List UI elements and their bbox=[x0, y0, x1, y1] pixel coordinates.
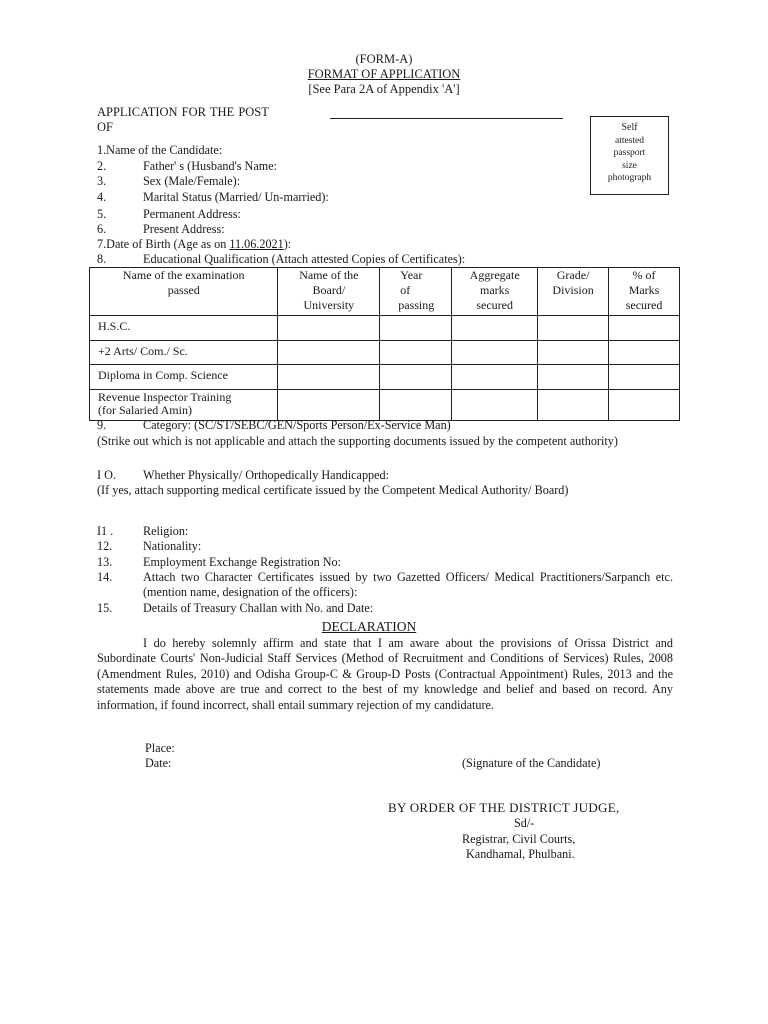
item-7 bbox=[97, 237, 677, 252]
table-cell-exam: Revenue Inspector Training (for Salaried Amin) bbox=[90, 389, 278, 420]
item-2-number: 2. bbox=[97, 159, 107, 173]
table-cell[interactable] bbox=[609, 340, 680, 365]
item-9-note: (Strike out which is not applicable and attach the supporting documents issued by the competent authority) bbox=[97, 434, 618, 448]
table-row bbox=[90, 389, 680, 420]
date-label: Date: bbox=[145, 756, 172, 770]
table-cell[interactable] bbox=[538, 340, 609, 365]
item-8-text: Educational Qualification (Attach attested Copies of Certificates): bbox=[143, 252, 466, 266]
item-6-number: 6. bbox=[97, 222, 107, 236]
form-reference: [See Para 2A of Appendix 'A'] bbox=[308, 82, 460, 96]
photo-text-3: passport bbox=[613, 148, 646, 158]
signed: Sd/- bbox=[514, 816, 535, 830]
item-15-number: 15. bbox=[97, 601, 113, 615]
item-1-text: 1.Name of the Candidate: bbox=[97, 143, 223, 157]
application-for-label: APPLICATION FOR THE POST bbox=[97, 105, 269, 119]
application-for-label-of: OF bbox=[97, 120, 113, 134]
item-10-text: Whether Physically/ Orthopedically Handicapped: bbox=[143, 468, 390, 482]
photo-text-1: Self bbox=[621, 122, 638, 133]
table-cell[interactable] bbox=[380, 340, 452, 365]
table-cell[interactable] bbox=[380, 389, 452, 420]
item-11-text: Religion: bbox=[143, 524, 189, 538]
item-5-text: Permanent Address: bbox=[143, 207, 241, 221]
table-cell[interactable] bbox=[538, 365, 609, 390]
item-9-text: Category: (SC/ST/SEBC/GEN/Sports Person/Ex-Service Man) bbox=[143, 418, 451, 432]
education-table bbox=[89, 267, 680, 421]
table-header-row bbox=[90, 268, 680, 316]
table-header-grade: Grade/ Division bbox=[538, 268, 609, 316]
item-13-number: 13. bbox=[97, 555, 113, 569]
table-cell[interactable] bbox=[380, 316, 452, 341]
form-title: FORMAT OF APPLICATION bbox=[307, 67, 461, 81]
item-3-number: 3. bbox=[97, 174, 107, 188]
item-5-number: 5. bbox=[97, 207, 107, 221]
item-14-number: 14. bbox=[97, 570, 113, 584]
item-2-text: Father' s (Husband's Name: bbox=[143, 159, 278, 173]
table-cell[interactable] bbox=[278, 365, 380, 390]
photo-text-5: photograph bbox=[607, 173, 652, 183]
declaration-title: DECLARATION bbox=[321, 619, 417, 634]
table-cell[interactable] bbox=[452, 340, 538, 365]
item-11-number: I1 . bbox=[97, 524, 114, 538]
item-10-note: (If yes, attach supporting medical certificate issued by the Competent Medical Authority/ Board) bbox=[97, 483, 569, 497]
item-4-text: Marital Status (Married/ Un-married): bbox=[143, 190, 329, 204]
declaration-text: I do hereby solemnly affirm and state that I am aware about the provisions of Orissa District and Subordinate Courts' Non-Judicial Staff Services (Method of Recruitment and Conditions of Services) Rules, 2008 (Amendment Rules, 2010) and Odisha Group-C & Group-D Posts (Contractual Appointment) Rules, 2013 and the statements made above are true and correct to the best of my knowledge and belief and based on record. Any information, if found incorrect, shall entail summary rejection of my candidature. bbox=[97, 636, 673, 712]
table-cell[interactable] bbox=[452, 365, 538, 390]
item-14-text: Attach two Character Certificates issued by two Gazetted Officers/ Medical Practitioners/Sarpanch etc. (mention name, designation of the officers): bbox=[143, 570, 673, 600]
table-row bbox=[90, 316, 680, 341]
order-by: BY ORDER OF THE DISTRICT JUDGE, bbox=[388, 800, 620, 815]
table-cell[interactable] bbox=[609, 365, 680, 390]
item-7-date: 11.06.2021 bbox=[229, 237, 284, 251]
place-label: Place: bbox=[145, 741, 175, 755]
table-header-marks: Aggregate marks secured bbox=[452, 268, 538, 316]
table-cell[interactable] bbox=[609, 389, 680, 420]
item-6-text: Present Address: bbox=[143, 222, 225, 236]
post-name-line[interactable] bbox=[330, 118, 563, 119]
table-header-year: Year of passing bbox=[380, 268, 452, 316]
photo-text-4: size bbox=[622, 160, 637, 171]
item-15-text: Details of Treasury Challan with No. and Date: bbox=[143, 601, 374, 615]
table-cell[interactable] bbox=[278, 389, 380, 420]
item-10-number: I O. bbox=[97, 468, 116, 482]
table-header-percent: % of Marks secured bbox=[609, 268, 680, 316]
table-cell-exam: H.S.C. bbox=[90, 316, 278, 341]
table-header-board: Name of the Board/ University bbox=[278, 268, 380, 316]
registrar-place: Kandhamal, Phulbani. bbox=[466, 847, 575, 861]
table-header-exam: Name of the examination passed bbox=[90, 268, 278, 316]
item-12-number: 12. bbox=[97, 539, 113, 553]
photo-text-2: attested bbox=[614, 135, 644, 146]
item-13-text: Employment Exchange Registration No: bbox=[143, 555, 342, 569]
table-row bbox=[90, 340, 680, 365]
registrar: Registrar, Civil Courts, bbox=[462, 832, 576, 846]
item-3-text: Sex (Male/Female): bbox=[143, 174, 241, 188]
item-4-number: 4. bbox=[97, 190, 107, 204]
table-cell[interactable] bbox=[452, 316, 538, 341]
item-7-prefix: 7.Date of Birth (Age as on bbox=[97, 237, 230, 251]
item-8-number: 8. bbox=[97, 252, 107, 266]
item-12-text: Nationality: bbox=[143, 539, 202, 553]
table-cell[interactable] bbox=[452, 389, 538, 420]
table-cell[interactable] bbox=[609, 316, 680, 341]
table-cell[interactable] bbox=[278, 316, 380, 341]
item-9-number: 9. bbox=[97, 418, 107, 432]
signature-label: (Signature of the Candidate) bbox=[462, 756, 601, 770]
table-cell[interactable] bbox=[538, 389, 609, 420]
table-cell[interactable] bbox=[278, 340, 380, 365]
form-label: (FORM-A) bbox=[355, 52, 413, 66]
item-1 bbox=[97, 143, 677, 158]
table-cell-exam: +2 Arts/ Com./ Sc. bbox=[90, 340, 278, 365]
table-cell[interactable] bbox=[380, 365, 452, 390]
item-7-suffix: ): bbox=[283, 237, 292, 251]
table-cell-exam: Diploma in Comp. Science bbox=[90, 365, 278, 390]
table-row bbox=[90, 365, 680, 390]
table-cell[interactable] bbox=[538, 316, 609, 341]
